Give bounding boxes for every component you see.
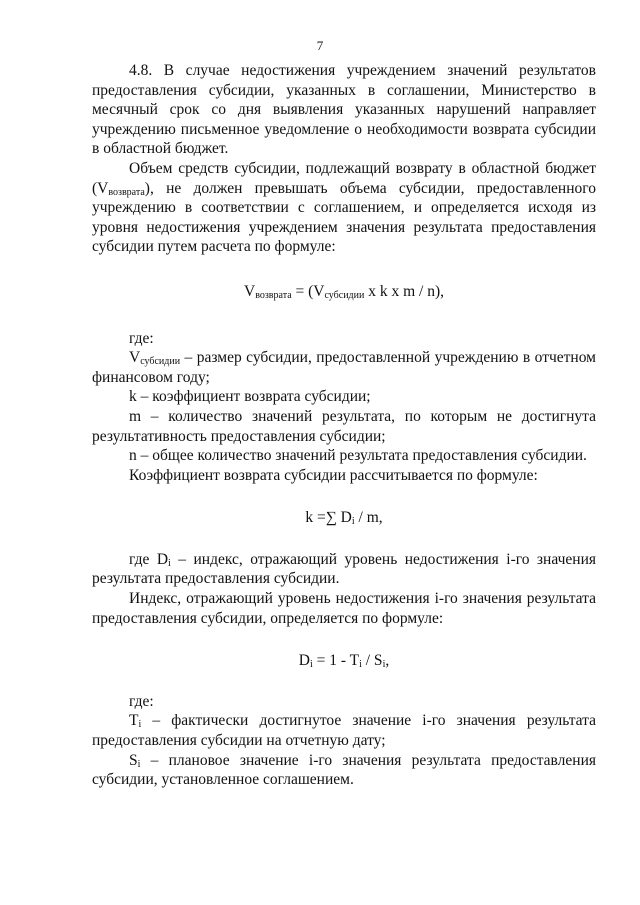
definition-d: где $D_i$ – индекс, отражающий уровень недостижения i-го значения результата предоставления субсидии. [92,550,596,588]
definition-v-subsidy: $V_{субсидии}$ – размер субсидии, предоставленной учреждению в отчетном финансовом году; [92,349,596,386]
definition-s: $S_i$ – плановое значение i-го значения результата предоставления субсидии, установленное соглашением. [92,751,596,789]
coefficient-intro: Коэффициент возврата субсидии рассчитывается по формуле: [129,466,538,484]
formula-refund-volume: $V_{возврата} = (V_{субсидии}$ x k x m / n), [244,282,444,301]
where-label-2: где: [129,692,154,710]
definition-n: n – общее количество значений результата предоставления субсидии. [129,447,587,465]
definition-k: k – коэффициент возврата субсидии; [129,388,371,406]
definition-m: m – количество значений результата, по которым не достигнута результативность предоставления субсидии; [92,407,596,445]
formula-coefficient: k =∑ $D_i$ / m, [305,509,383,528]
formula-index: $D_i = 1 - T_i / S_i$, [298,652,390,671]
document-body [92,61,596,790]
paragraph-refund-volume: Объем средств субсидии, подлежащий возврату в областной бюджет $(V_{возврата})$, не должен превышать объема субсидии, предоставленного учреждению в соответствии с соглашением, и определяется исходя из уровня недостижения учреждением значения результата предоставления субсидии путем расчета по формуле: [92,159,596,256]
paragraph-4-8: 4.8. В случае недостижения учреждением значений результатов предоставления субсидии, указанных в соглашении, Министерство в месячный срок со дня выявления указанных нарушений направляет учреждению письменное уведомление о необходимости возврата субсидии в областной бюджет. [92,62,596,158]
index-intro: Индекс, отражающий уровень недостижения i-го значения результата предоставления субсидии, определяется по формуле: [92,590,596,627]
definition-t: $T_i$ – фактически достигнутое значение i-го значения результата предоставления субсидии на отчетную дату; [92,712,596,750]
page-number: 7 [316,38,324,53]
where-label-1: где: [129,329,154,347]
